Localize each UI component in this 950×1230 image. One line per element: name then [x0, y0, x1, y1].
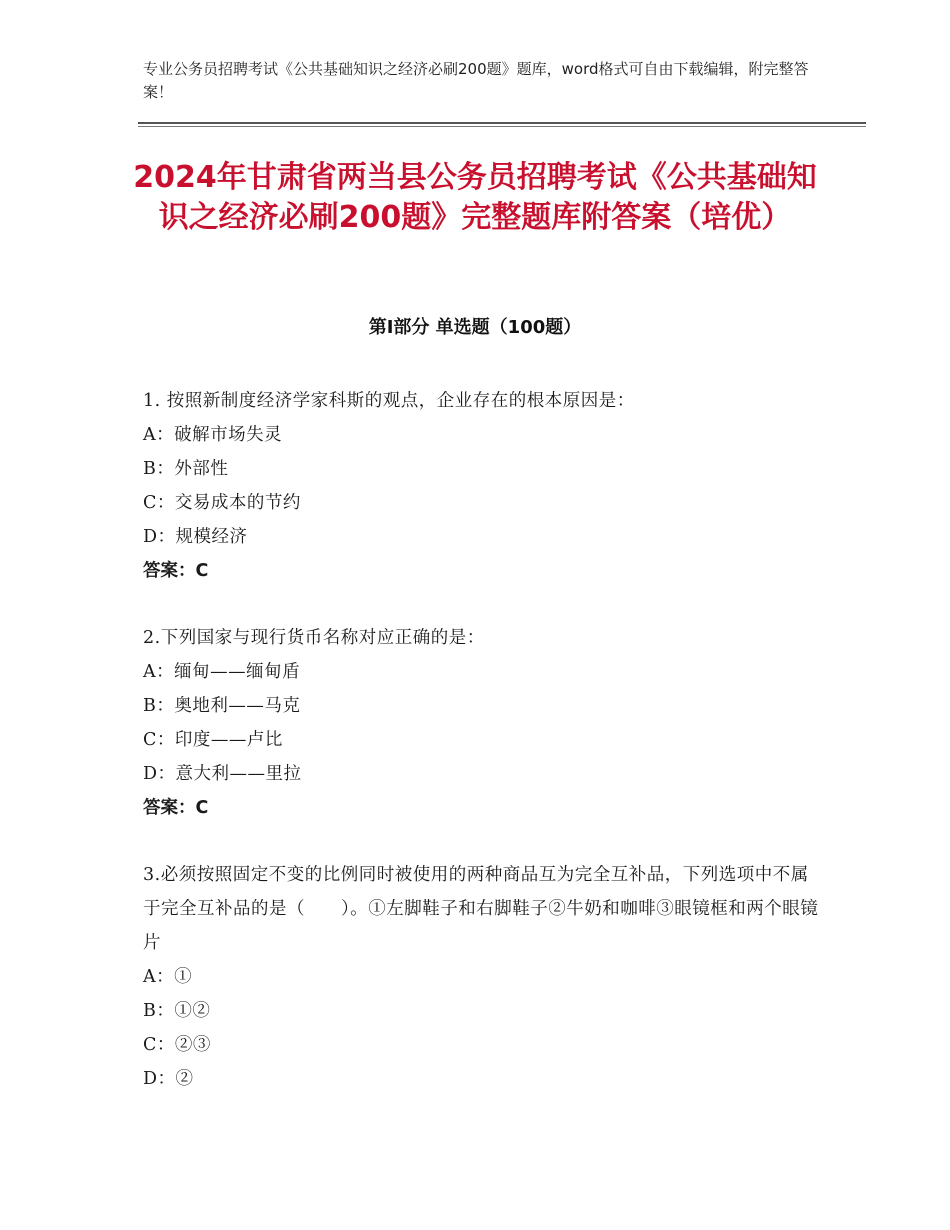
option-c: C：交易成本的节约: [143, 493, 301, 513]
option-b: B：①②: [143, 1001, 211, 1021]
document-title: 2024年甘肃省两当县公务员招聘考试《公共基础知识之经济必刷200题》完整题库附答案（培优）: [133, 160, 817, 235]
question-2: [143, 621, 823, 825]
option-b: B：外部性: [143, 459, 229, 479]
header-note: 专业公务员招聘考试《公共基础知识之经济必刷200题》题库，word格式可自由下载编辑，附完整答案！: [143, 60, 809, 101]
question-3: [143, 858, 823, 1096]
answer: 答案：C: [143, 798, 209, 818]
question-spacer: [143, 588, 823, 621]
question-1: [143, 384, 823, 588]
option-c: C：印度——卢比: [143, 730, 283, 750]
answer: 答案：C: [143, 561, 209, 581]
option-a: A：缅甸——缅甸盾: [143, 662, 301, 682]
option-d: D：②: [143, 1069, 194, 1089]
question-stem: 2.下列国家与现行货币名称对应正确的是：: [143, 628, 485, 648]
question-stem: 1. 按照新制度经济学家科斯的观点，企业存在的根本原因是：: [143, 391, 635, 411]
option-a: A：①: [143, 967, 193, 987]
option-b: B：奥地利——马克: [143, 696, 301, 716]
section-title: 第Ⅰ部分 单选题（100题）: [368, 317, 582, 338]
option-c: C：②③: [143, 1035, 211, 1055]
option-a: A：破解市场失灵: [143, 425, 283, 445]
header-rule-thin: [138, 126, 866, 127]
option-d: D：意大利——里拉: [143, 764, 302, 784]
header-rule: [138, 122, 866, 124]
option-d: D：规模经济: [143, 527, 248, 547]
question-spacer: [143, 825, 823, 858]
question-stem: 3.必须按照固定不变的比例同时被使用的两种商品互为完全互补品，下列选项中不属于完全互补品的是（ ）。①左脚鞋子和右脚鞋子②牛奶和咖啡③眼镜框和两个眼镜片: [143, 865, 819, 953]
question-list: [143, 384, 823, 1096]
